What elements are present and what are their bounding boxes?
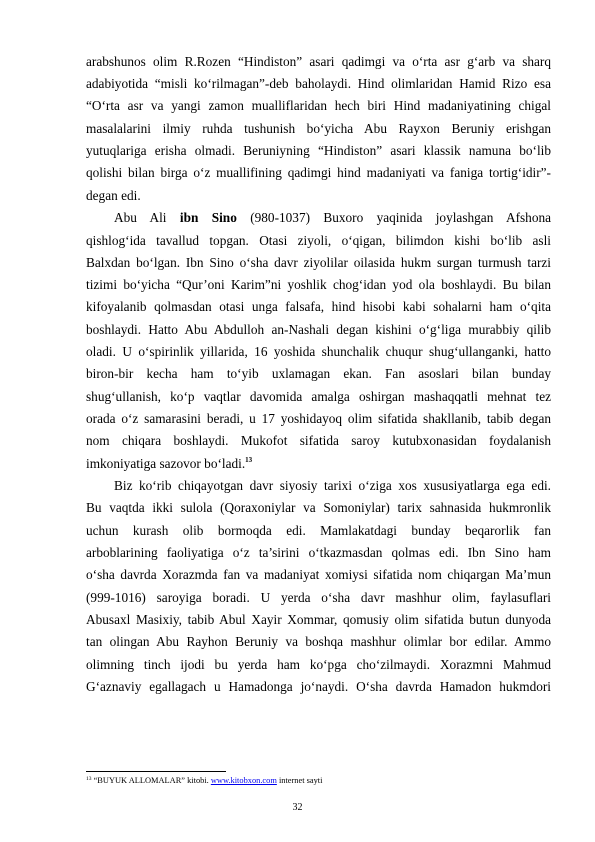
footnote-text: “BUYUK ALLOMALAR” kitobi. [93,776,209,785]
footnote-reference[interactable]: 13 [245,456,253,464]
body-line: uchun kurash olib bormoqda edi. Mamlakatdagi bunday beqarorlik fan [86,523,551,538]
body-line: nom chiqara boshlaydi. Mukofot sifatida saroy kutubxonasidan foydalanish [86,433,551,448]
body-line: degan edi. [86,188,141,203]
text-segment: imkoniyatiga sazovor bo‘ladi. [86,456,246,471]
footnote [86,775,322,786]
body-line: olimning tinch ijodi bu yerda ham ko‘pga cho‘zilmaydi. Xorazmni Mahmud [86,657,551,672]
body-line: G‘aznaviy egallagach u Hamadonga jo‘naydi. O‘sha davrda Hamadon hukmdori [86,679,551,694]
body-line [86,455,551,472]
text-segment: (980-1037) Buxoro yaqinida joylashgan Afshona [250,210,552,225]
body-line: (999-1016) saroyiga boradi. U yerda o‘sha davr mashhur olim, faylasuflari [86,590,551,605]
body-line: masalalarini ilmiy ruhda tushunish bo‘yicha Abu Rayxon Beruniy erishgan [86,121,551,136]
text-segment: Abu Ali [114,210,167,225]
body-line: kifoyalanib qolmasdan otasi unga falsafa, hind hisobi kabi sohalarni ham o‘qita [86,299,551,314]
body-line: biron-bir kecha ham to‘yib uxlamagan ekan. Fan asoslari bilan bunday [86,366,551,381]
body-line: oladi. U o‘spirinlik yillarida, 16 yoshida shunchalik chuqur shug‘ullanganki, hatto [86,344,551,359]
body-line: o‘sha davrda Xorazmda fan va madaniyat xomiysi sifatida nom chiqargan Ma’mun [86,567,551,582]
body-line: tan olingan Abu Rayhon Beruniy va boshqa mashhur olimlar bor edilar. Ammo [86,634,551,649]
bold-name-ibn-sino: ibn Sino [179,210,237,225]
body-line: Balxdan bo‘lgan. Ibn Sino o‘sha davr ziyolilar oilasida hukm surgan turmush tarzi [86,255,551,270]
body-line: “O‘rta asr va yangi zamon mualliflaridan hech biri Hind madaniyatining chigal [86,98,551,113]
body-line: arboblarining faoliyatiga o‘z ta’sirini o‘tkazmasdan qolmas edi. Ibn Sino ham [86,545,551,560]
body-line: Biz ko‘rib chiqayotgan davr siyosiy tarixi o‘ziga xos xususiyatlarga ega edi. [114,478,551,493]
footnote-number: 13 [86,776,92,782]
body-line: qolishi bilan birga o‘z muallifining qadimgi hind madaniyati va faniga tortig‘idir”- [86,165,551,180]
body-line: tizimi bo‘yicha “Qur’oni Karim”ni yoshlik chog‘idan yod ola boshlaydi. Bu bilan [86,277,551,292]
body-line: qishlog‘ida tavallud topgan. Otasi ziyoli, o‘qigan, bilimdon kishi bo‘lib asli [86,233,551,248]
body-line: adabiyotida “misli ko‘rilmagan”-deb baholaydi. Hind olimlaridan Hamid Rizo esa [86,76,551,91]
footnote-text-after: internet sayti [278,776,323,785]
body-line: arabshunos olim R.Rozen “Hindiston” asari qadimgi va o‘rta asr g‘arb va sharq [86,54,551,69]
body-line: shug‘ullanish, ko‘p vaqtlar davomida amalga oshirgan mashaqqatli mehnat tez [86,389,551,404]
body-line: boshlaydi. Hatto Abu Abdulloh an-Nashali degan kishini o‘g‘liga murabbiy qilib [86,322,551,337]
footnote-link[interactable]: www.kitobxon.com [210,776,277,785]
body-line: orada o‘z samarasini beradi, u 17 yoshidayoq olim sifatida shakllanib, tabib degan [86,411,551,426]
body-line: yutuqlariga erisha olmadi. Beruniyning “Hindiston” asari klassik namuna bo‘lib [86,143,551,158]
body-line: Abusaxl Masixiy, tabib Abul Xayir Xommar, qomusiy olim sifatida butun dunyoda [86,612,551,627]
footnote-separator [86,771,226,772]
body-line: Bu vaqtda ikki sulola (Qoraxoniylar va Somoniylar) tarix sahnasida hukmronlik [86,500,551,515]
page-number: 32 [292,802,303,813]
body-line-ibn-sino [114,209,551,226]
